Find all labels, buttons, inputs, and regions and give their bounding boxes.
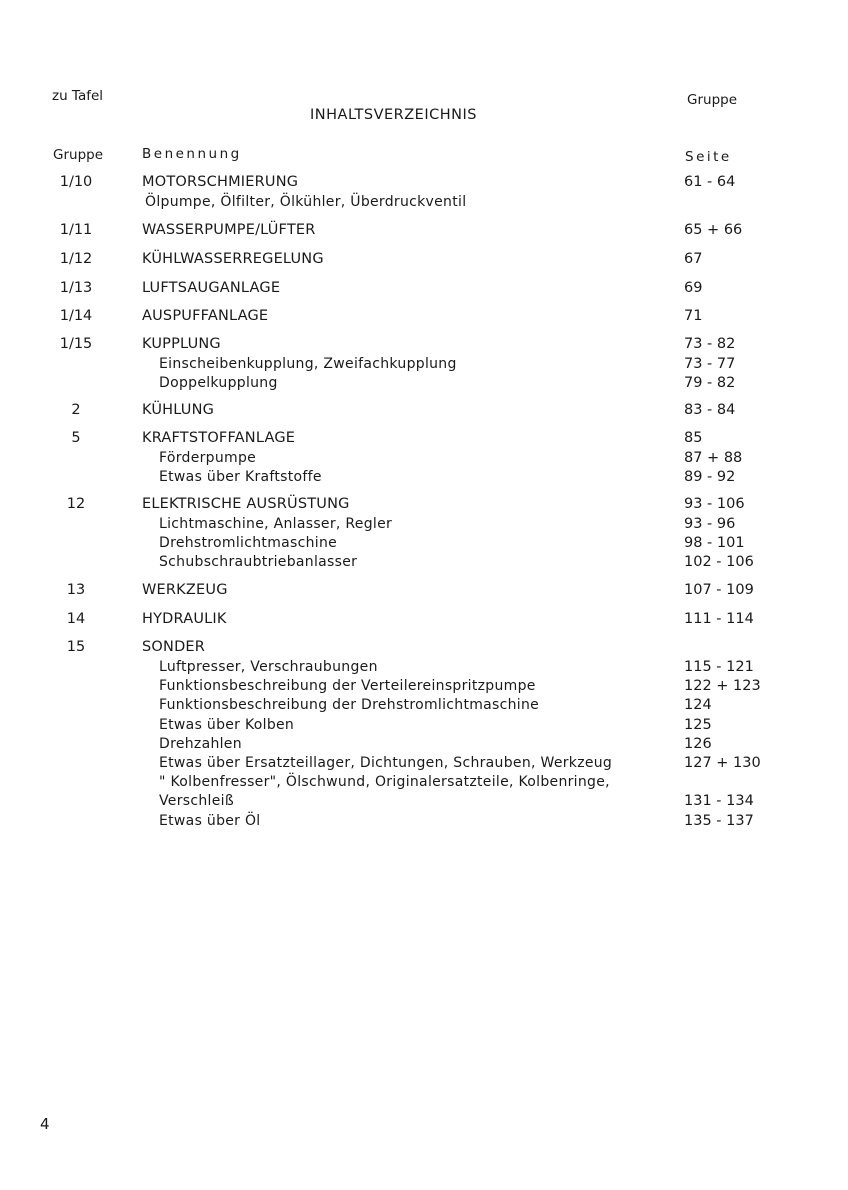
toc-subentry-text: Etwas über Ersatzteillager, Dichtungen, Schrauben, Werkzeug (159, 755, 613, 771)
toc-subentry-text: Drehstromlichtmaschine (159, 535, 338, 552)
toc-entry-title: AUSPUFFANLAGE (142, 308, 269, 324)
toc-subentry-text: " Kolbenfresser", Ölschwund, Originalersatzteile, Kolbenringe, (159, 774, 610, 791)
toc-entry-gruppe: 1/12 (59, 251, 93, 267)
toc-subentry-seite: 126 (684, 735, 712, 752)
toc-entry-seite: 83 - 84 (684, 402, 736, 418)
toc-subentry-seite: 124 (684, 697, 712, 714)
toc-subentry-text: Etwas über Kolben (159, 716, 295, 733)
toc-entry-seite: 65 + 66 (684, 222, 743, 238)
toc-entry-gruppe: 1/10 (59, 174, 93, 190)
toc-subentry-text: Etwas über Öl (159, 812, 261, 829)
column-header-gruppe: Gruppe (53, 147, 104, 163)
toc-entry-title: WERKZEUG (142, 582, 228, 598)
toc-subentry-text: Drehzahlen (159, 735, 242, 752)
page-number: 4 (40, 1115, 50, 1133)
toc-entry-title: KÜHLUNG (142, 402, 215, 418)
toc-entry-gruppe: 1/15 (59, 336, 93, 352)
page-title: INHALTSVERZEICHNIS (310, 107, 477, 123)
gruppe-top-label: Gruppe (687, 92, 738, 108)
toc-subentry-seite: 115 - 121 (684, 659, 754, 675)
toc-subentry-seite: 87 + 88 (684, 450, 743, 466)
toc-subentry-seite: 98 - 101 (684, 535, 745, 552)
toc-subentry-text: Förderpumpe (159, 450, 257, 466)
toc-entry-gruppe: 15 (66, 639, 86, 655)
column-header-benennung: Benennung (142, 146, 242, 162)
toc-entry-title: LUFTSAUGANLAGE (142, 280, 281, 296)
toc-entry-seite: 67 (684, 251, 703, 267)
toc-subentry-seite: 79 - 82 (684, 375, 736, 392)
toc-entry-title: WASSERPUMPE/LÜFTER (142, 222, 316, 238)
toc-entry-gruppe: 5 (71, 430, 81, 446)
toc-entry-title: KUPPLUNG (142, 336, 221, 352)
zu-tafel-label: zu Tafel (52, 88, 104, 104)
toc-subentry-seite: 135 - 137 (684, 812, 754, 829)
toc-entry-title: MOTORSCHMIERUNG (142, 174, 299, 190)
toc-entry-seite: 93 - 106 (684, 496, 745, 512)
toc-subentry-text: Etwas über Kraftstoffe (159, 469, 322, 486)
toc-subentry-text: Luftpresser, Verschraubungen (159, 659, 378, 675)
toc-subentry-text: Funktionsbeschreibung der Drehstromlichtmaschine (159, 697, 540, 714)
toc-subentry-text: Funktionsbeschreibung der Verteilereinspritzpumpe (159, 678, 536, 695)
toc-subentry-text: Einscheibenkupplung, Zweifachkupplung (159, 356, 457, 372)
toc-subentry-text: Doppelkupplung (159, 375, 278, 392)
toc-subentry-seite: 131 - 134 (684, 793, 754, 810)
toc-subentry-text: Lichtmaschine, Anlasser, Regler (159, 516, 393, 532)
toc-subentry-text: Schubschraubtriebanlasser (159, 554, 358, 571)
toc-entry-title: KÜHLWASSERREGELUNG (142, 251, 324, 267)
toc-subentry-seite: 127 + 130 (684, 755, 761, 771)
toc-entry-seite: 71 (684, 308, 703, 324)
toc-entry-seite: 111 - 114 (684, 611, 754, 627)
toc-subentry-seite: 73 - 77 (684, 356, 736, 372)
column-header-seite: Seite (685, 149, 732, 165)
toc-entry-title: KRAFTSTOFFANLAGE (142, 430, 296, 446)
toc-entry-gruppe: 13 (66, 582, 86, 598)
toc-subentry-seite: 89 - 92 (684, 469, 736, 486)
toc-entry-seite: 107 - 109 (684, 582, 754, 598)
toc-entry-gruppe: 1/11 (59, 222, 93, 238)
toc-entry-seite: 85 (684, 430, 703, 446)
toc-entry-seite: 61 - 64 (684, 174, 736, 190)
toc-entry-seite: 69 (684, 280, 703, 296)
toc-subentry-seite: 93 - 96 (684, 516, 736, 532)
toc-subentry-text: Ölpumpe, Ölfilter, Ölkühler, Überdruckventil (145, 194, 467, 210)
toc-entry-gruppe: 12 (66, 496, 86, 512)
toc-entry-gruppe: 1/14 (59, 308, 93, 324)
toc-subentry-seite: 125 (684, 716, 712, 733)
toc-entry-gruppe: 2 (71, 402, 81, 418)
toc-entry-gruppe: 14 (66, 611, 86, 627)
toc-entry-gruppe: 1/13 (59, 280, 93, 296)
toc-subentry-seite: 122 + 123 (684, 678, 761, 695)
toc-entry-title: ELEKTRISCHE AUSRÜSTUNG (142, 496, 350, 512)
toc-subentry-seite: 102 - 106 (684, 554, 754, 571)
toc-entry-title: SONDER (142, 639, 206, 655)
toc-entry-seite: 73 - 82 (684, 336, 736, 352)
toc-subentry-text: Verschleiß (159, 793, 234, 810)
toc-entry-title: HYDRAULIK (142, 611, 227, 627)
